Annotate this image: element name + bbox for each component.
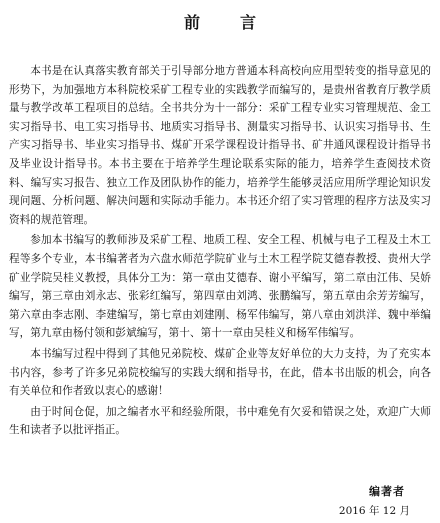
date-line: 2016 年 12 月 [338, 505, 410, 517]
page-title: 前 言 [183, 13, 268, 32]
paragraph-3: 本书编写过程中得到了其他兄弟院校、煤矿企业等友好单位的大力支持，为了充实本书内容，参考了许多兄弟院校编写的实践大纲和指导书，在此，借本书出版的机会，向各有关单位和作者致以衷心的感谢！ [9, 347, 431, 398]
paragraph-4: 由于时间仓促，加之编者水平和经验所限，书中难免有欠妥和错误之处，欢迎广大师生和读者予以批评指正。 [9, 405, 431, 437]
author-signature: 编著者 [369, 485, 405, 498]
preface-body [9, 62, 431, 442]
paragraph-2: 参加本书编写的教师涉及采矿工程、地质工程、安全工程、机械与电子工程及土木工程等多个专业，本书编著者为六盘水师范学院矿业与土木工程学院艾德春教授、贵州大学矿业学院吴桂义教授，具体分工为：第一章由艾德春、谢小平编写，第二章由江伟、吴娇编写，第三章由刘永志、张彩红编写，第四章由刘鸿、张鹏编写，第五章由余芳芳编写，第六章由李志刚、李建编写，第七章由刘建刚、杨军伟编写，第八章由刘洪洋、魏中举编写，第九章由杨付领和彭斌编写，第十、第十一章由吴桂义和杨军伟编写。 [9, 234, 431, 340]
paragraph-1: 本书是在认真落实教育部关于引导部分地方普通本科高校向应用型转变的指导意见的形势下，为加强地方本科院校采矿工程专业的实践教学而编写的，是贵州省教育厅教学质量与教学改革工程项目的总结。全书共分为十一部分：采矿工程专业实习管理规范、金工实习指导书、电工实习指导书、地质实习指导书、测量实习指导书、认识实习指导书、生产实习指导书、毕业实习指导书、煤矿开采学课程设计指导书、矿井通风课程设计指导书及毕业设计指导书。本书主要在于培养学生理论联系实际的能力，培养学生查阅技术资料、编写实习报告、独立工作及团队协作的能力，培养学生能够灵活应用所学理论知识发现问题、分析问题、解决问题和实际动手能力。本书还介绍了实习管理的程序方法及实习资料的规范管理。 [9, 65, 431, 226]
